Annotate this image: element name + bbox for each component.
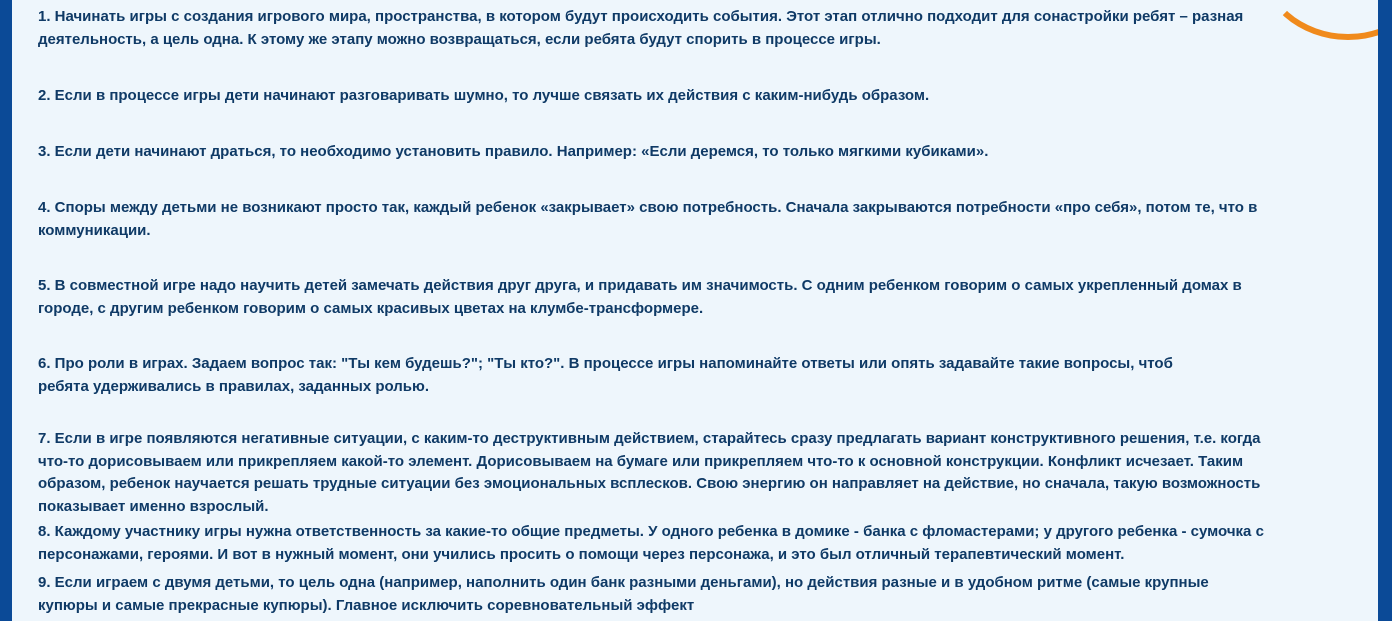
list-item: 9. Если играем с двумя детьми, то цель одна (например, наполнить один банк разными деньгами), но действия разные и в удобном ритме (самые крупные купюры и самые прекрасные купюры). Главное исключить соревновательный эффект: [38, 574, 1209, 614]
list-item: 8. Каждому участнику игры нужна ответственность за какие-то общие предметы. У одного ребенка в домике - банка с фломастерами; у другого ребенка - сумочка с персонажами, героями. И вот в нужный момент, они учились просить о помощи через персонажа, и это был отличный терапевтический момент.: [38, 523, 1264, 563]
list-item: 7. Если в игре появляются негативные ситуации, с каким-то деструктивным действием, старайтесь сразу предлагать вариант конструктивного решения, т.е. когда что-то дорисовываем или прикрепляем какой-то элемент. Дорисовываем на бумаге или прикрепляем что-то к основной конструкции. Конфликт исчезает. Таким образом, ребенок научается решать трудные ситуации без эмоциональных всплесков. Свою энергию он направляет на действие, но сначала, такую возможность показывает именно взрослый.: [38, 430, 1261, 515]
list-item: 6. Про роли в играх. Задаем вопрос так: "Ты кем будешь?"; "Ты кто?". В процессе игры напоминайте ответы или опять задавайте такие вопросы, чтоб ребята удерживались в правилах, заданных ролью.: [38, 355, 1173, 395]
list-item: 2. Если в процессе игры дети начинают разговаривать шумно, то лучше связать их действия с каким-нибудь образом.: [38, 87, 930, 104]
list-item: 4. Споры между детьми не возникают просто так, каждый ребенок «закрывает» свою потребность. Сначала закрываются потребности «про себя», потом те, что в коммуникации.: [38, 199, 1258, 239]
list-item: 3. Если дети начинают драться, то необходимо установить правило. Например: «Если деремся, то только мягкими кубиками».: [38, 142, 989, 160]
content-panel: [12, 0, 1378, 621]
right-frame-border: [1378, 0, 1392, 621]
tips-list: [38, 6, 1358, 617]
left-frame-border: [0, 0, 12, 621]
list-item: 1. Начинать игры с создания игрового мира, пространства, в котором будут происходить события. Этот этап отлично подходит для сонастройки ребят – разная деятельность, а цель одна. К этому же этапу можно возвращаться, если ребята будут спорить в процессе игры.: [38, 8, 1244, 48]
list-item: 5. В совместной игре надо научить детей замечать действия друг друга, и придавать им значимость. С одним ребенком говорим о самых укрепленный домах в городе, с другим ребенком говорим о самых красивых цветах на клумбе-трансформере.: [38, 277, 1242, 317]
